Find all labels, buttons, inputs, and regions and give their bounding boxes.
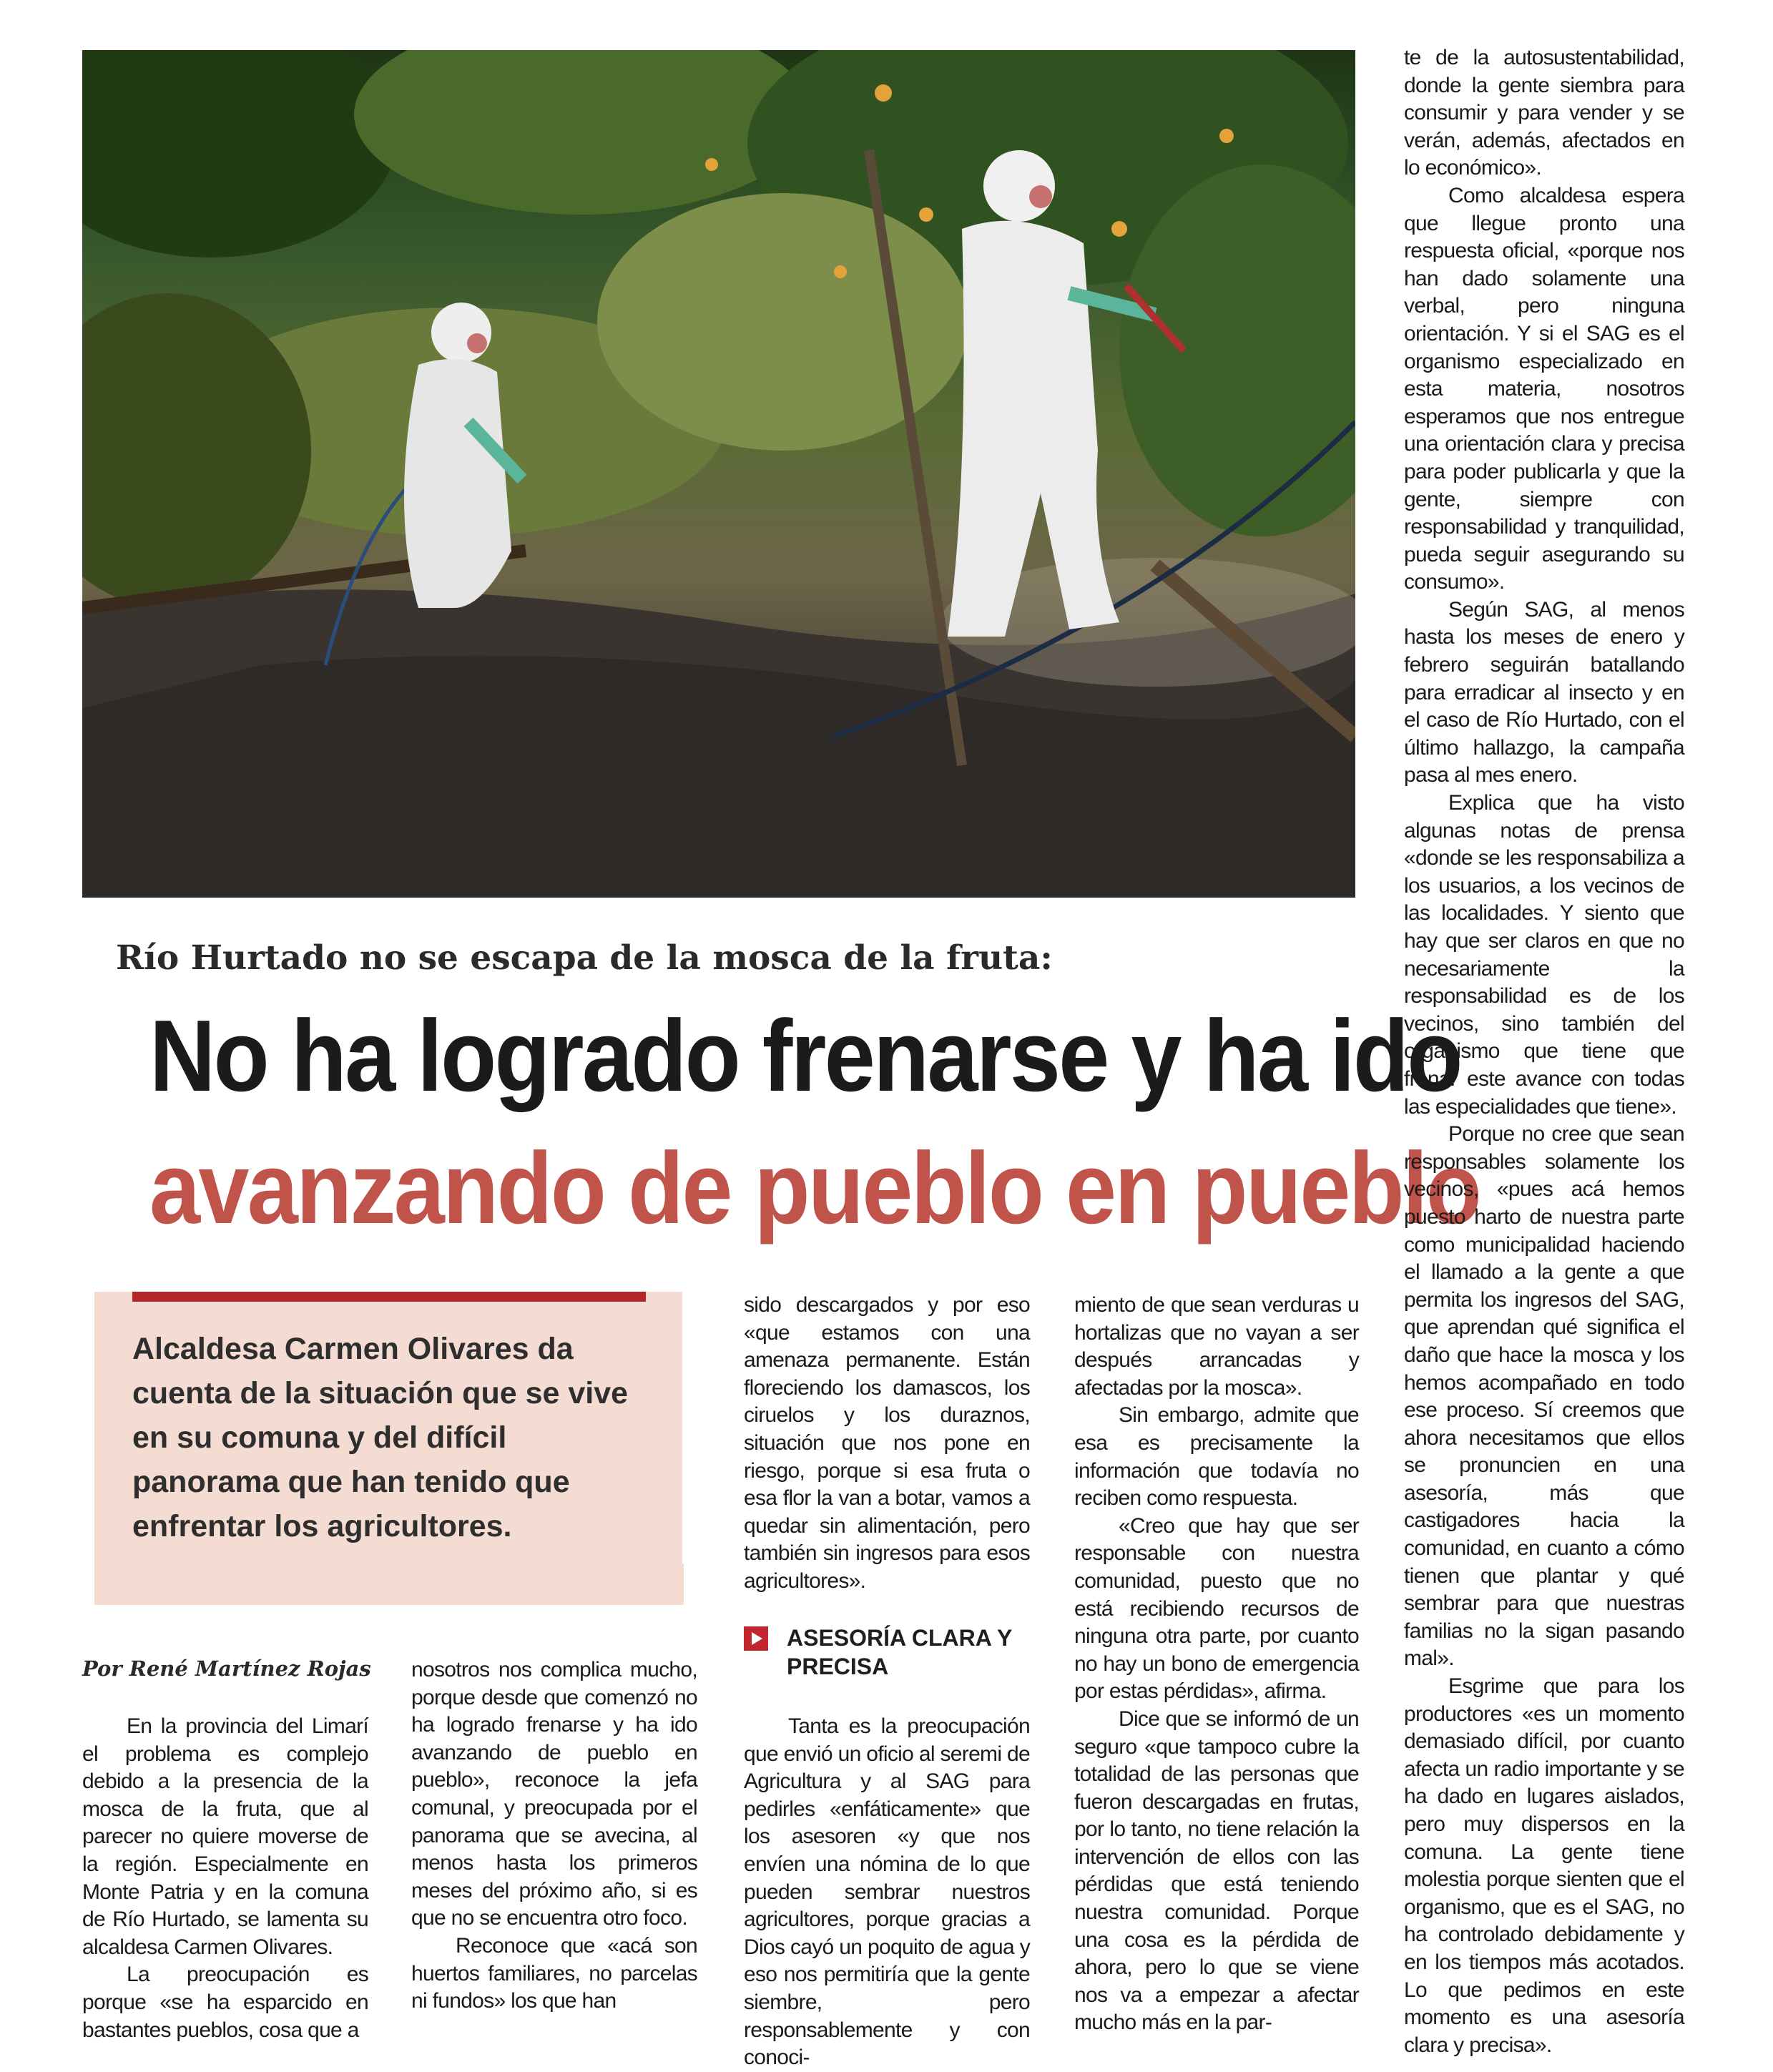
section-subhead <box>744 1624 1030 1681</box>
article-column-2 <box>411 1656 697 2015</box>
paragraph: Según SAG, al menos hasta los meses de enero y febrero seguirán batallando para erradicar al insecto y en el caso de Río Hurtado, con el último hallazgo, la campaña pasa al mes enero. <box>1404 597 1684 787</box>
article-column-3-top <box>744 1292 1030 1596</box>
headline-line-1: No ha logrado frenarse y ha ido <box>149 999 1461 1113</box>
paragraph: miento de que sean verduras u hortalizas que no vayan a ser después arrancadas y afectadas por la mosca». <box>1074 1293 1359 1400</box>
article-column-1 <box>82 1713 368 2044</box>
lead-text: Alcaldesa Carmen Olivares da cuenta de la situación que se vive en su comuna y del difícil panorama que han tenido que enfrentar los agricultores. <box>132 1332 629 1543</box>
article-photo <box>82 50 1355 898</box>
byline: Por René Martínez Rojas <box>82 1656 371 1681</box>
paragraph: En la provincia del Limarí el problema es complejo debido a la presencia de la mosca de la fruta, que al parecer no quiere moverse de la región. Especialmente en Monte Patria y en la comuna de Río Hurtado, se lamenta su alcaldesa Carmen Olivares. <box>82 1714 368 1959</box>
paragraph: sido descargados y por eso «que estamos con una amenaza permanente. Están floreciendo los damascos, los ciruelos y los duraznos, situación que nos pone en riesgo, porque si esa fruta o esa flor la van a botar, vamos a quedar sin alimentación, pero también sin ingresos para esos agricultores». <box>744 1293 1030 1593</box>
photo-image-icon <box>82 50 1355 898</box>
article-column-3-bottom <box>744 1713 1030 2072</box>
paragraph: Dice que se informó de un seguro «que tampoco cubre la totalidad de las personas que fueron descargadas en frutas, por lo tanto, no tiene relación la intervención de ellos con las pérdidas que está teniendo nuestra comunidad. Porque una cosa es la pérdida de ahora, pero lo que se viene nos va a empezar a afectar mucho más en la par- <box>1074 1707 1359 2035</box>
article-column-5 <box>1404 44 1684 2059</box>
paragraph: Como alcaldesa espera que llegue pronto una respuesta oficial, «porque nos han dado solamente una verbal, pero ninguna orientación. Y si el SAG es el organismo especializado en esta materia, nosotros esperamos que nos entregue una orientación clara y precisa para poder publicarla y que la gente, siempre con responsabilidad y tranquilidad, pueda seguir asegurando su consumo». <box>1404 183 1684 594</box>
paragraph: Explica que ha visto algunas notas de prensa «donde se les responsabiliza a los usuarios, a los vecinos de las localidades. Y siento que hay que ser claros en que no necesariamente la responsabilidad es de los vecinos, sino también del organismo que tiene que frenar este avance con todas las especialidades que tiene». <box>1404 791 1684 1119</box>
paragraph: Tanta es la preocupación que envió un oficio al seremi de Agricultura y al SAG para pedirles «enfáticamente» que los asesoren «y que nos envíen una nómina de lo que pueden sembrar nuestros agricultores, porque gracias a Dios cayó un poquito de agua y eso nos permitiría que la gente siembre, pero responsablemente y con conoci- <box>744 1714 1030 2070</box>
article-column-4 <box>1074 1292 1359 2037</box>
paragraph: Porque no cree que sean responsables solamente los vecinos, «pues acá hemos puesto harto de nuestra parte como municipalidad haciendo el llamado a la gente a que permita los ingresos del SAG, que aprendan qué significa el daño que hace la mosca y los hemos acompañado en todo ese proceso. Sí creemos que ahora necesitamos que ellos se pronuncien en una asesoría, más que castigadores hacia la comunidad, en cuanto a cómo tienen que plantar y qué sembrar para que nuestras familias no la sigan pasando mal». <box>1404 1122 1684 1671</box>
paragraph: La preocupación es porque «se ha esparcido en bastantes pueblos, cosa que a <box>82 1963 368 2042</box>
subhead-text: ASESORÍA CLARA Y PRECISA <box>787 1625 1012 1679</box>
headline-line-2: avanzando de pueblo en pueblo <box>149 1131 1480 1245</box>
play-triangle-icon <box>744 1626 768 1651</box>
paragraph: «Creo que hay que ser responsable con nuestra comunidad, puesto que no está recibiendo recursos de ninguna otra parte, por cuanto no hay un bono de emergencia por estas pérdidas», afirma. <box>1074 1513 1359 1704</box>
paragraph: Esgrime que para los productores «es un momento demasiado difícil, por cuanto afecta un radio importante y se ha dado en lugares aislados, pero muy dispersos en la comuna. La gente tiene molestia porque sienten que el organismo, que es el SAG, no ha controlado debidamente y en los tiempos más acotados. Lo que pedimos en este momento es una asesoría clara y precisa». <box>1404 1674 1684 2057</box>
paragraph: te de la autosustentabilidad, donde la gente siembra para consumir y para vender y se verán, además, afectados en lo económico». <box>1404 46 1684 180</box>
paragraph: nosotros nos complica mucho, porque desde que comenzó no ha logrado frenarse y ha ido avanzando de pueblo en pueblo», reconoce la jefa comunal, y preocupada por el panorama que se avecina, al menos hasta los primeros meses del próximo año, si es que no se encuentra otro foco. <box>411 1658 697 1930</box>
article-kicker: Río Hurtado no se escapa de la mosca de la fruta: <box>116 938 1053 978</box>
lead-box-corner <box>644 1563 684 1605</box>
paragraph: Sin embargo, admite que esa es precisamente la información que todavía no reciben como respuesta. <box>1074 1403 1359 1511</box>
paragraph: Reconoce que «acá son huertos familiares, no parcelas ni fundos» los que han <box>411 1933 697 2013</box>
lead-accent-bar <box>132 1292 646 1302</box>
